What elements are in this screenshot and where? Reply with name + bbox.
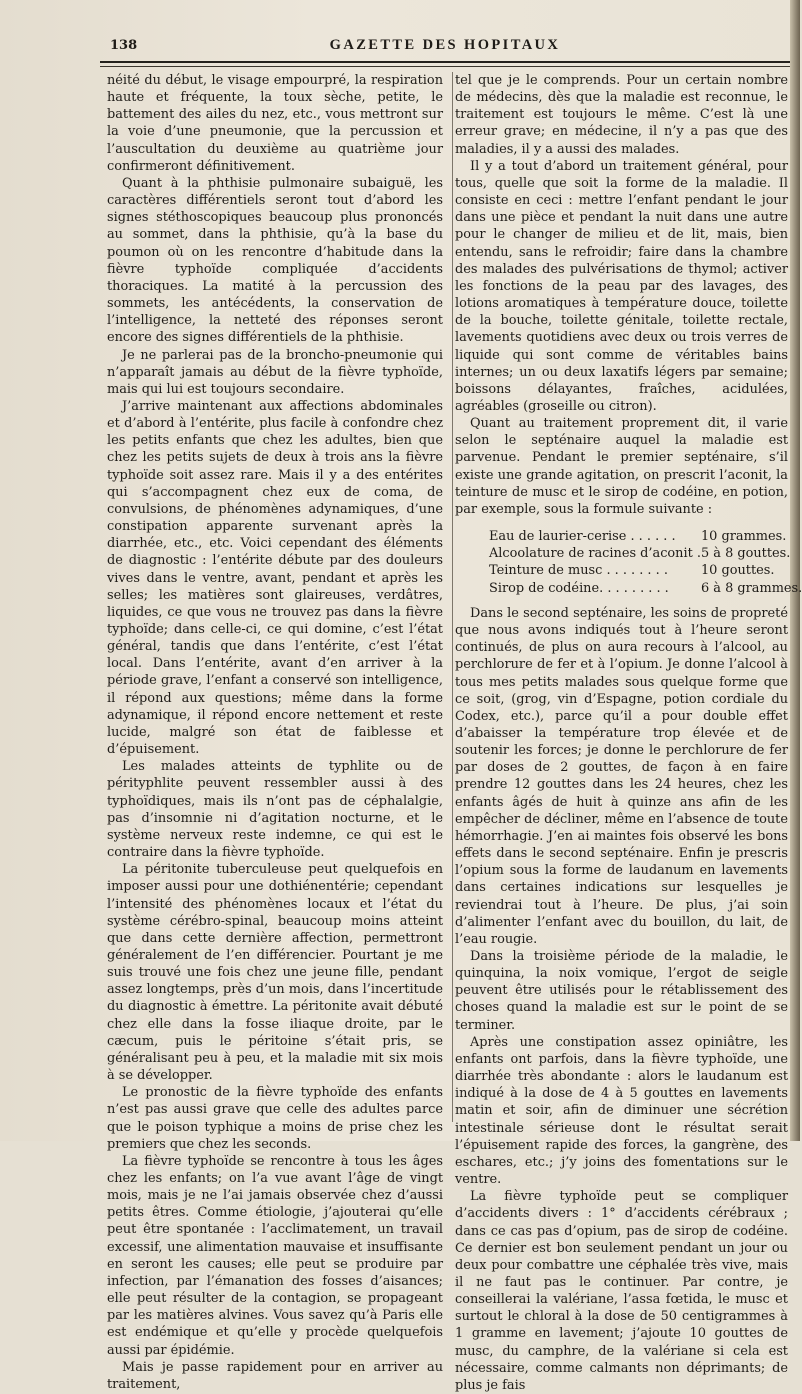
formula-ingredient: Teinture de musc . . . . . . . . (489, 563, 668, 579)
paragraph: La fièvre typhoïde peut se compliquer d’accidents divers : 1° d’accidents cérébraux ; dans ce cas pas d’opium, pas de sirop de codéine. Ce dernier est bon seulement pendant un jour ou deux pour combattre une céphalée très vive, mais il ne faut pas le continuer. Par contre, je conseillerai la valériane, l’assa fœtida, le musc et surtout le chloral à la dose de 50 centigrammes à 1 gramme en lavement; j’ajoute 10 gouttes de musc, du camphre, de la valériane si cela est nécessaire, comme calmants non déprimants; de plus je fais (455, 1189, 788, 1393)
right-column (455, 72, 802, 1394)
header-rule-thin (100, 66, 790, 67)
formula-quantity: 10 grammes. (700, 529, 787, 545)
paragraph: Je ne parlerai pas de la broncho-pneumonie qui n’apparaît jamais au début de la fièvre typhoïde, mais qui lui est toujours secondaire. (107, 347, 443, 397)
paragraph: Après une constipation assez opiniâtre, les enfants ont parfois, dans la fièvre typhoïde, une diarrhée très abondante : alors le laudanum est indiqué à la dose de 4 à 5 gouttes en lavements matin et soir, afin de diminuer une sécrétion intestinale sérieuse dont le résultat serait l’épuisement rapide des forces, la gangrène, des eschares, etc.; j’y joins des fomentations sur le ventre. (455, 1034, 788, 1188)
left-column (107, 72, 443, 1393)
paragraph: tel que je le comprends. Pour un certain nombre de médecins, dès que la maladie est reconnue, le traitement est toujours le même. C’est là une erreur grave; en médecine, il n’y a pas que des maladies, il y a aussi des malades. (455, 73, 788, 157)
paragraph: Quant au traitement proprement dit, il varie selon le septénaire auquel la maladie est parvenue. Pendant le premier septénaire, s’il existe une grande agitation, on prescrit l’aconit, la teinture de musc et le sirop de codéine, en potion, par exemple, sous la formule suivante : (455, 416, 788, 517)
column-divider (452, 72, 453, 1122)
formula-quantity: 10 gouttes. (700, 563, 775, 579)
formula-quantity: 5 à 8 gouttes. (700, 546, 791, 562)
paragraph: J’arrive maintenant aux affections abdominales et d’abord à l’entérite, plus facile à confondre chez les petits enfants que chez les adultes, bien que chez les petits sujets de deux à trois ans la fièvre typhoïde soit assez rare. Mais il y a des entérites qui s’accompagnent chez eux de coma, de convulsions, de phénomènes adynamiques, d’une constipation apparente survenant après la diarrhée, etc., etc. Voici cependant des éléments de diagnostic : l’entérite débute par des douleurs vives dans le ventre, avant, pendant et après les selles; les matières sont glaireuses, verdâtres, liquides, ce que vous ne trouvez pas dans la fièvre typhoïde; dans celle-ci, ce qui domine, c’est l’état général, tandis que dans l’entérite, c’est l’état local. Dans l’entérite, avant d’en arriver à la période grave, l’enfant a conservé son intelligence, il répond aux questions; même dans la forme adynamique, il répond encore nettement et reste lucide, malgré son état de faiblesse et d’épuisement. (107, 398, 443, 758)
paragraph: Il y a tout d’abord un traitement général, pour tous, quelle que soit la forme de la maladie. Il consiste en ceci : mettre l’enfant pendant le jour dans une pièce et pendant la nuit dans une autre pour le changer de milieu et de lit, mais, bien entendu, sans le refroidir; faire dans la chambre des malades des pulvérisations de thymol; activer les fonctions de la peau par des lavages, des lotions aromatiques à température douce, toilette de la bouche, toilette génitale, toilette rectale, lavements quotidiens avec deux ou trois verres de liquide qui sont comme de véritables bains internes; un ou deux laxatifs légers par semaine; boissons délayantes, fraîches, acidulées, agréables (groseille ou citron). (455, 158, 788, 414)
paragraph: Quant à la phthisie pulmonaire subaiguë, les caractères différentiels seront tout d’abord les signes stéthoscopiques beaucoup plus prononcés au sommet, dans la phthisie, qu’à la base du poumon où on les rencontre d’habitude dans la fièvre typhoïde compliquée d’accidents thoraciques. La matité à la percussion des sommets, les antécédents, la conservation de l’intelligence, la netteté des réponses seront encore des signes différentiels de la phthisie. (107, 175, 443, 346)
formula-row (489, 580, 802, 597)
paragraph: Mais je passe rapidement pour en arriver au traitement, (107, 1359, 443, 1392)
formula-row (489, 528, 802, 545)
paragraph: néité du début, le visage empourpré, la respiration haute et fréquente, la toux sèche, petite, le battement des ailes du nez, etc., vous mettront sur la voie d’une pneumonie, que la percussion et l’auscultation du deuxième au quatrième jour confirmeront définitivement. (107, 73, 443, 174)
journal-title: GAZETTE DES HOPITAUX (329, 37, 561, 53)
formula-row (489, 545, 802, 562)
paragraph: Dans le second septénaire, les soins de propreté que nous avons indiqués tout à l’heure seront continués, de plus on aura recours à l’alcool, au perchlorure de fer et à l’opium. Je donne l’alcool à tous mes petits malades sous quelque forme que ce soit, (grog, vin d’Espagne, potion cordiale du Codex, etc.), parce qu’il a pour double effet d’abaisser la température trop élevée et de soutenir les forces; je donne le perchlorure de fer par doses de 2 gouttes, de façon à en faire prendre 12 gouttes dans les 24 heures, chez les enfants âgés de huit à quinze ans afin de les empêcher de décliner, même en l’absence de toute hémorrhagie. J’en ai maintes fois observé les bons effets dans le second septénaire. Enfin je prescris l’opium sous la forme de laudanum en lavements dans certaines indications sur lesquelles je reviendrai tout à l’heure. De plus, j’ai soin d’alimenter l’enfant avec du bouillon, du lait, de l’eau rougie. (455, 605, 788, 947)
paragraph: Le pronostic de la fièvre typhoïde des enfants n’est pas aussi grave que celle des adultes parce que le poison typhique a moins de prise chez les premiers que chez les seconds. (107, 1085, 443, 1152)
formula-ingredient: Eau de laurier-cerise . . . . . . (489, 529, 676, 545)
page-header (100, 34, 790, 58)
formula-ingredient: Alcoolature de racines d’aconit . (489, 546, 701, 562)
paragraph: Dans la troisième période de la maladie, le quinquina, la noix vomique, l’ergot de seigle peuvent être utilisés pour le rétablissement des choses quand la maladie est sur le point de se terminer. (455, 949, 788, 1033)
formula-ingredient: Sirop de codéine. . . . . . . . . (489, 580, 669, 596)
page-number: 138 (110, 38, 138, 53)
formula-row (489, 562, 802, 579)
paragraph: La péritonite tuberculeuse peut quelquefois en imposer aussi pour une dothiénentérie; cependant l’intensité des phénomènes locaux et l’état du système cérébro-spinal, beaucoup moins atteint que dans cette dernière affection, permettront généralement de l’en différencier. Pourtant je me suis trouvé une fois chez une jeune fille, pendant assez longtemps, près d’un mois, dans l’incertitude du diagnostic à émettre. La péritonite avait débuté chez elle dans la fosse iliaque droite, par le cæcum, puis le péritoine s’était pris, se généralisant peu à peu, et la maladie mit six mois à se développer. (107, 862, 443, 1084)
formula-quantity: 6 à 8 grammes. (700, 580, 802, 596)
paragraph: Les malades atteints de typhlite ou de pérityphlite peuvent ressembler aussi à des typhoïdiques, mais ils n’ont pas de céphalalgie, pas d’insomnie ni d’agitation nocturne, et le système nerveux reste indemne, ce qui est le contraire dans la fièvre typhoïde. (107, 759, 443, 861)
prescription-formula (489, 528, 802, 597)
paragraph: La fièvre typhoïde se rencontre à tous les âges chez les enfants; on l’a vue avant l’âge de vingt mois, mais je ne l’ai jamais observée chez d’aussi petits êtres. Comme étiologie, j’ajouterai qu’elle peut être spontanée : l’acclimatement, un travail excessif, une alimentation mauvaise et insuffisante en seront les causes; elle peut se produire par infection, par l’émanation des fosses d’aisances; elle peut résulter de la contagion, se propageant par les matières alvines. Vous savez qu’à Paris elle est endémique et qu’elle y procède quelquefois aussi par épidémie. (107, 1153, 443, 1358)
header-rule-thick (100, 61, 790, 63)
